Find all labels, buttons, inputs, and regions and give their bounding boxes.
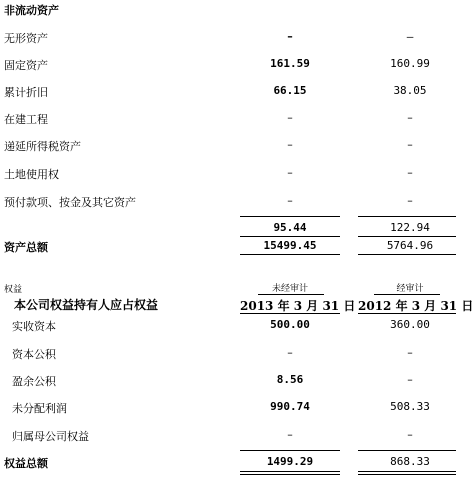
asset-value-prior-fixed: 160.99 xyxy=(390,57,430,70)
asset-label-intangible: 无形资产 xyxy=(4,32,48,45)
equity-double-rule-prior-a xyxy=(358,471,456,472)
asset-label-land-use-right: 土地使用权 xyxy=(4,168,59,181)
equity-total-rule-prior xyxy=(358,450,456,451)
date-rule-current xyxy=(240,313,340,314)
asset-value-current-land-use-right: – xyxy=(287,166,293,179)
asset-subtotal-current: 95.44 xyxy=(273,221,307,234)
equity-value-prior-paid-in-capital: 360.00 xyxy=(390,318,430,331)
equity-total-current: 1499.29 xyxy=(266,455,314,468)
total-underline-current xyxy=(240,254,340,255)
asset-value-current-fixed: 161.59 xyxy=(270,57,310,70)
equity-value-prior-capital-reserve: – xyxy=(407,346,413,359)
equity-total-label: 权益总额 xyxy=(4,457,48,470)
equity-value-current-paid-in-capital: 500.00 xyxy=(270,318,310,331)
subtotal-rule-current xyxy=(240,216,340,217)
equity-label-surplus-reserve: 盈余公积 xyxy=(12,375,56,388)
col2-note-rule xyxy=(374,294,440,295)
col1-audit-note: 未经审计 xyxy=(271,284,308,294)
total-rule-current xyxy=(240,236,340,237)
equity-value-current-retained-earnings: 990.74 xyxy=(270,400,310,413)
asset-label-deferred-tax: 递延所得税资产 xyxy=(4,140,81,153)
equity-label-parent-equity: 归属母公司权益 xyxy=(12,430,89,443)
asset-value-prior-prepayments: – xyxy=(407,194,413,207)
equity-subheader: 本公司权益持有人应占权益 xyxy=(14,298,159,312)
assets-section-header: 非流动资产 xyxy=(4,4,59,17)
equity-total-rule-current xyxy=(240,450,340,451)
equity-value-prior-parent-equity: – xyxy=(407,428,413,441)
equity-value-current-surplus-reserve: 8.56 xyxy=(276,373,304,386)
asset-label-fixed: 固定资产 xyxy=(4,59,48,72)
col2-date-header: 2012 年 3 月 31 日 xyxy=(358,299,473,313)
equity-section-label: 权益 xyxy=(4,285,23,295)
date-rule-prior xyxy=(358,313,456,314)
assets-total-prior: 5764.96 xyxy=(386,239,434,252)
asset-label-depreciation: 累计折旧 xyxy=(4,86,48,99)
equity-label-capital-reserve: 资本公积 xyxy=(12,348,56,361)
equity-value-prior-surplus-reserve: – xyxy=(407,373,413,386)
equity-double-rule-current-b xyxy=(240,474,340,475)
col2-audit-note: 经审计 xyxy=(396,284,424,294)
asset-value-current-intangible: – xyxy=(287,30,293,43)
asset-value-current-deferred-tax: – xyxy=(287,138,293,151)
equity-double-rule-current-a xyxy=(240,471,340,472)
assets-total-label: 资产总额 xyxy=(4,241,48,254)
asset-value-prior-construction: – xyxy=(407,111,413,124)
asset-label-construction: 在建工程 xyxy=(4,113,48,126)
equity-value-prior-retained-earnings: 508.33 xyxy=(390,400,430,413)
equity-total-prior: 868.33 xyxy=(390,455,430,468)
asset-value-prior-land-use-right: – xyxy=(407,166,413,179)
asset-value-current-construction: – xyxy=(287,111,293,124)
col1-date-header: 2013 年 3 月 31 日 xyxy=(240,299,356,313)
equity-double-rule-prior-b xyxy=(358,474,456,475)
assets-total-current: 15499.45 xyxy=(263,239,317,252)
equity-label-retained-earnings: 未分配利润 xyxy=(12,402,67,415)
asset-value-current-prepayments: – xyxy=(287,194,293,207)
asset-label-prepayments: 预付款项、按金及其它资产 xyxy=(4,196,136,209)
asset-value-prior-intangible: – xyxy=(406,30,414,43)
equity-label-paid-in-capital: 实收资本 xyxy=(12,320,56,333)
total-rule-prior xyxy=(358,236,456,237)
asset-value-current-depreciation: 66.15 xyxy=(273,84,307,97)
equity-value-current-capital-reserve: – xyxy=(287,346,293,359)
asset-value-prior-depreciation: 38.05 xyxy=(393,84,427,97)
total-underline-prior xyxy=(358,254,456,255)
equity-value-current-parent-equity: – xyxy=(287,428,293,441)
col1-note-rule xyxy=(258,294,324,295)
asset-subtotal-prior: 122.94 xyxy=(390,221,430,234)
subtotal-rule-prior xyxy=(358,216,456,217)
asset-value-prior-deferred-tax: – xyxy=(407,138,413,151)
